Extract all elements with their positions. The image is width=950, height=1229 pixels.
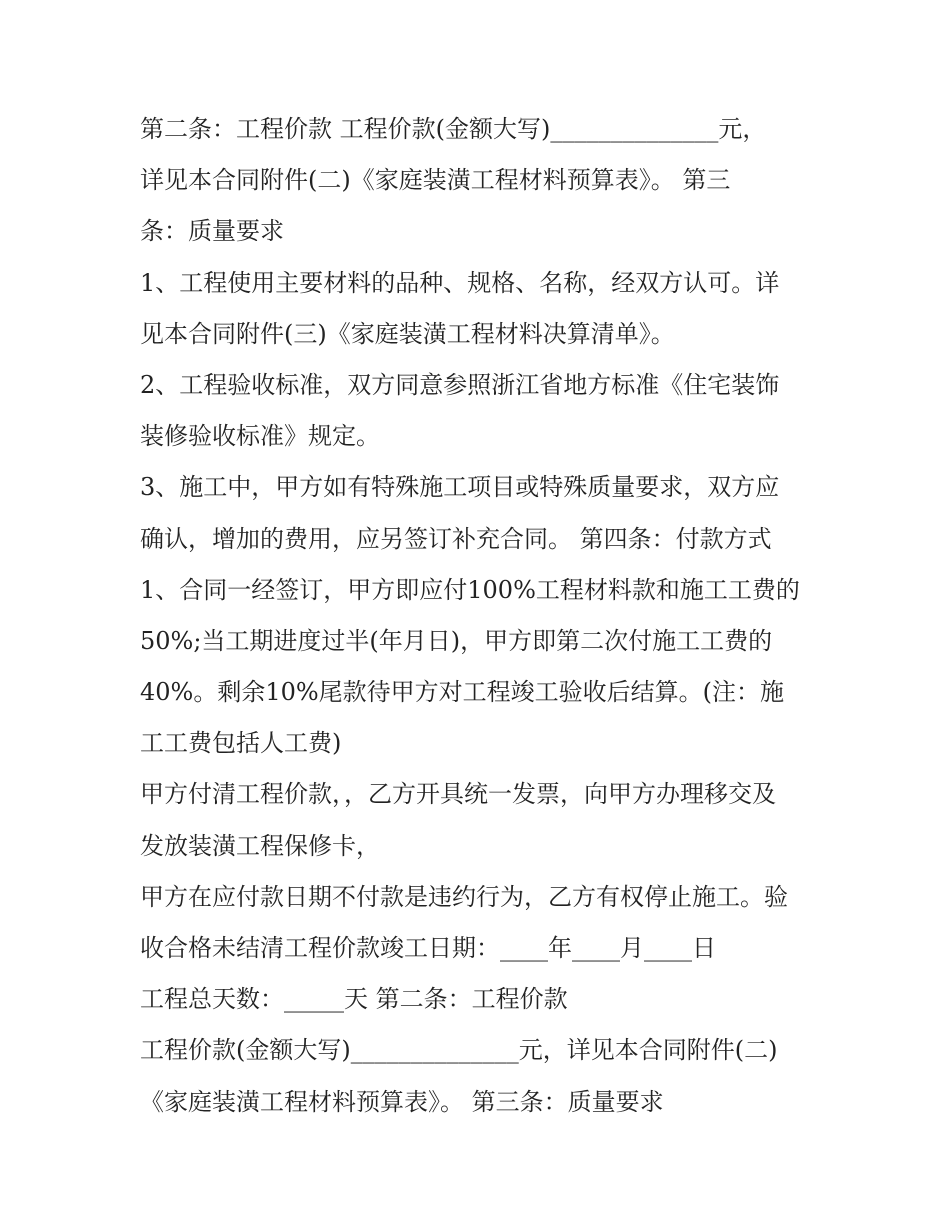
text-line: 详见本合同附件(二)《家庭装潢工程材料预算表》。 第三 xyxy=(140,166,731,195)
text-line: 《家庭装潢工程材料预算表》。 第三条：质量要求 xyxy=(140,1087,664,1116)
text-line: 2、工程验收标准，双方同意参照浙江省地方标准《住宅装饰 xyxy=(140,370,780,399)
text-line: 条：质量要求 xyxy=(140,217,284,246)
text-line: 1、合同一经签订，甲方即应付100%工程材料款和施工工费的 xyxy=(140,575,800,604)
text-line: 见本合同附件(三)《家庭装潢工程材料决算清单》。 xyxy=(140,319,675,348)
text-line: 40%。剩余10%尾款待甲方对工程竣工验收后结算。(注：施 xyxy=(140,678,785,707)
text-line: 3、施工中，甲方如有特殊施工项目或特殊质量要求，双方应 xyxy=(140,473,780,502)
text-line: 第二条：工程价款 工程价款(金额大写)______________元， xyxy=(140,115,767,143)
contract-text xyxy=(140,104,830,1128)
text-line: 装修验收标准》规定。 xyxy=(140,422,380,451)
text-line: 甲方付清工程价款，，乙方开具统一发票，向甲方办理移交及 xyxy=(140,780,776,809)
text-line: 工程价款(金额大写)______________元，详见本合同附件(二) xyxy=(140,1036,778,1065)
text-line: 1、工程使用主要材料的品种、规格、名称，经双方认可。详 xyxy=(140,268,780,297)
text-line: 发放装潢工程保修卡， xyxy=(140,831,380,860)
text-line: 50%;当工期进度过半(年月日)，甲方即第二次付施工工费的 xyxy=(140,626,773,655)
text-line: 工工费包括人工费) xyxy=(140,729,342,758)
text-line: 收合格未结清工程价款竣工日期：____年____月____日 xyxy=(140,934,716,962)
text-line: 甲方在应付款日期不付款是违约行为，乙方有权停止施工。验 xyxy=(140,882,788,911)
text-line: 工程总天数：_____天 第二条：工程价款 xyxy=(140,985,568,1014)
text-line: 确认，增加的费用，应另签订补充合同。 第四条：付款方式 xyxy=(140,524,772,553)
